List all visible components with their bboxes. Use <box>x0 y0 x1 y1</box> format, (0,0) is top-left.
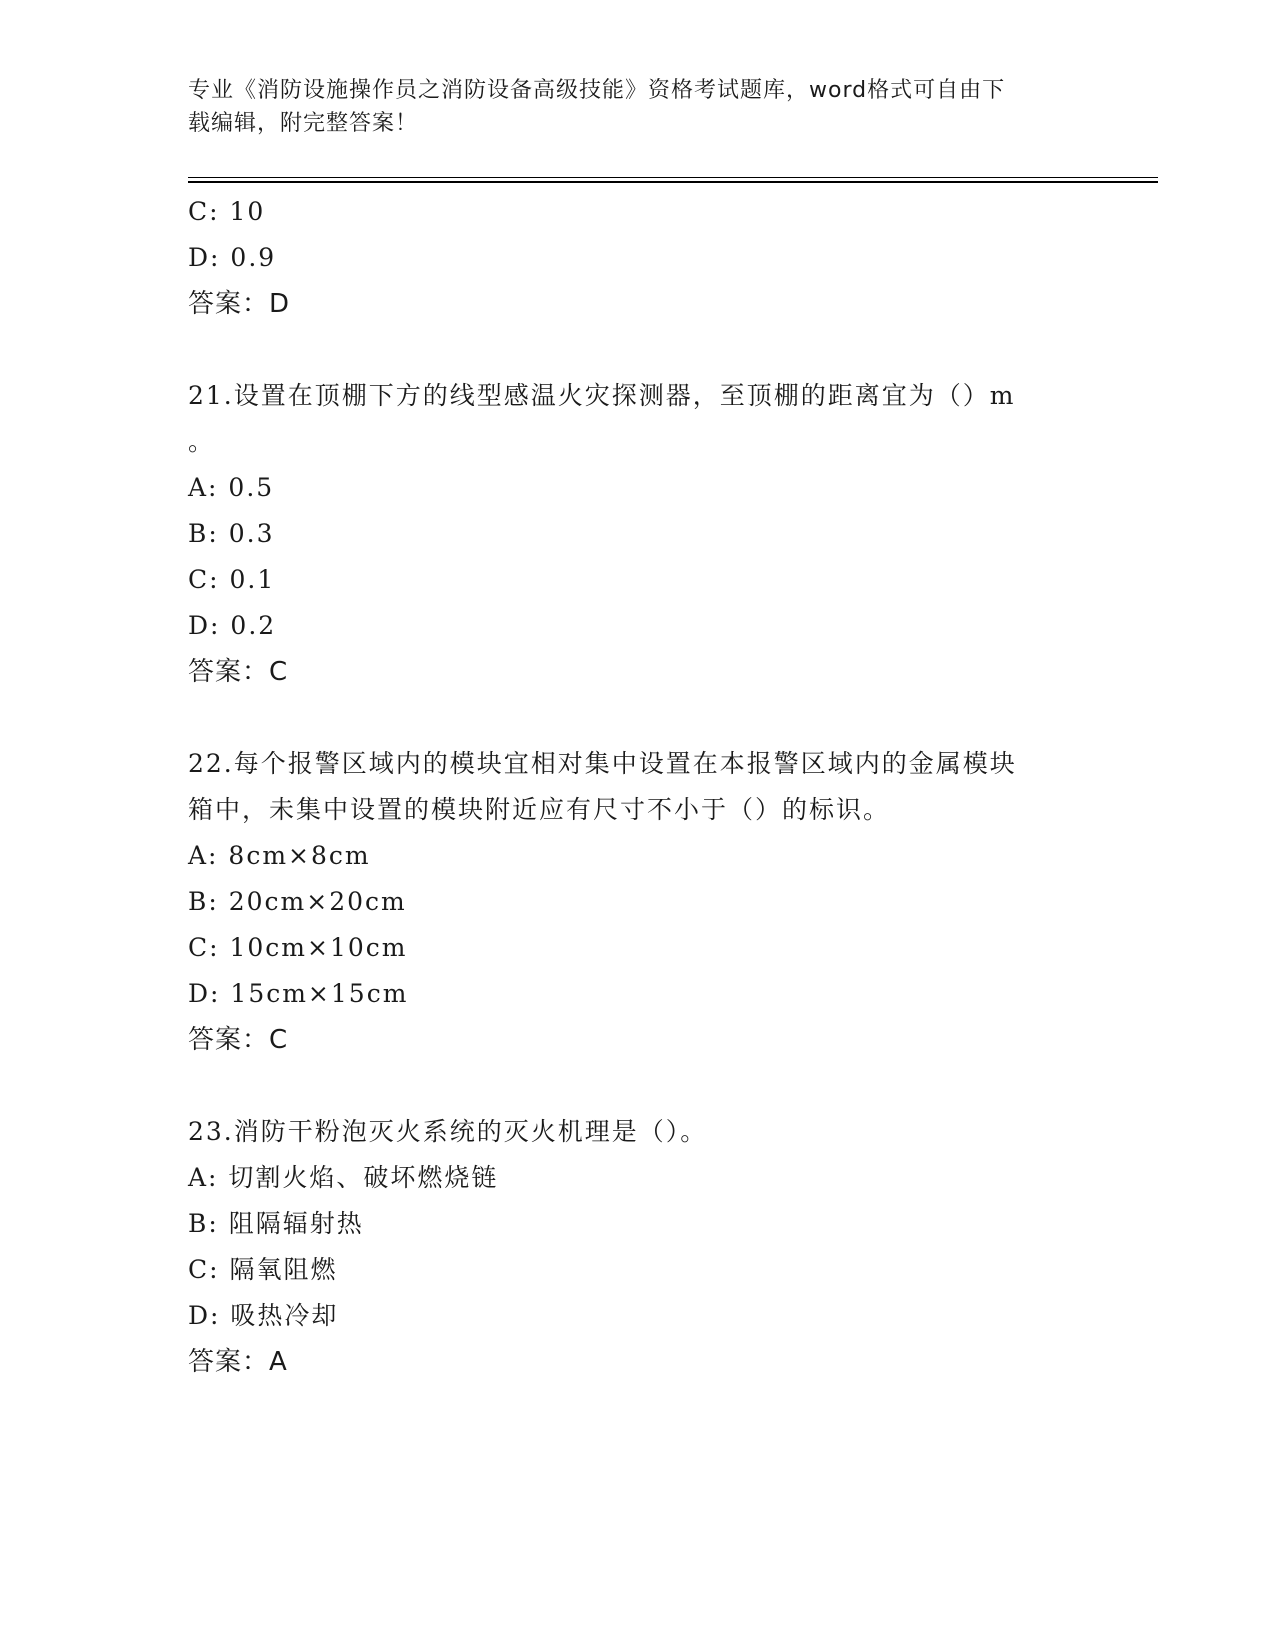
question-stem: 21.设置在顶棚下方的线型感温火灾探测器，至顶棚的距离宜为（）m <box>188 381 1016 410</box>
option-b: B: 阻隔辐射热 <box>188 1209 364 1238</box>
answer-line: 答案：D <box>188 289 291 319</box>
header-line-1: 专业《消防设施操作员之消防设备高级技能》资格考试题库，word格式可自由下 <box>188 78 1006 103</box>
option-c: C: 隔氧阻燃 <box>188 1255 338 1284</box>
option-c: C: 10 <box>188 197 266 226</box>
question-23 <box>188 1109 1088 1385</box>
option-d: D: 吸热冷却 <box>188 1301 339 1330</box>
question-21 <box>188 373 1088 695</box>
option-d: D: 0.2 <box>188 611 277 640</box>
document-header <box>188 74 1088 140</box>
question-20-tail <box>188 189 1088 327</box>
question-stem: 22.每个报警区域内的模块宜相对集中设置在本报警区域内的金属模块 <box>188 749 1017 778</box>
header-divider-thick <box>188 181 1158 183</box>
option-b: B: 20cm×20cm <box>188 887 407 916</box>
question-stem-continued: 。 <box>188 427 216 456</box>
answer-line: 答案：C <box>188 657 289 687</box>
question-22 <box>188 741 1088 1063</box>
option-c: C: 10cm×10cm <box>188 933 408 962</box>
question-stem-continued: 箱中，未集中设置的模块附近应有尺寸不小于（）的标识。 <box>188 795 891 824</box>
option-a: A: 0.5 <box>188 473 275 502</box>
question-list <box>188 189 1088 1385</box>
answer-line: 答案：C <box>188 1025 289 1055</box>
header-divider-thin <box>188 177 1158 178</box>
option-b: B: 0.3 <box>188 519 275 548</box>
option-d: D: 0.9 <box>188 243 277 272</box>
option-a: A: 8cm×8cm <box>188 841 371 870</box>
header-line-2: 载编辑，附完整答案！ <box>188 111 419 136</box>
option-d: D: 15cm×15cm <box>188 979 409 1008</box>
option-a: A: 切割火焰、破坏燃烧链 <box>188 1163 499 1192</box>
answer-line: 答案：A <box>188 1347 288 1377</box>
question-stem: 23.消防干粉泡灭火系统的灭火机理是（）。 <box>188 1117 708 1146</box>
option-c: C: 0.1 <box>188 565 276 594</box>
